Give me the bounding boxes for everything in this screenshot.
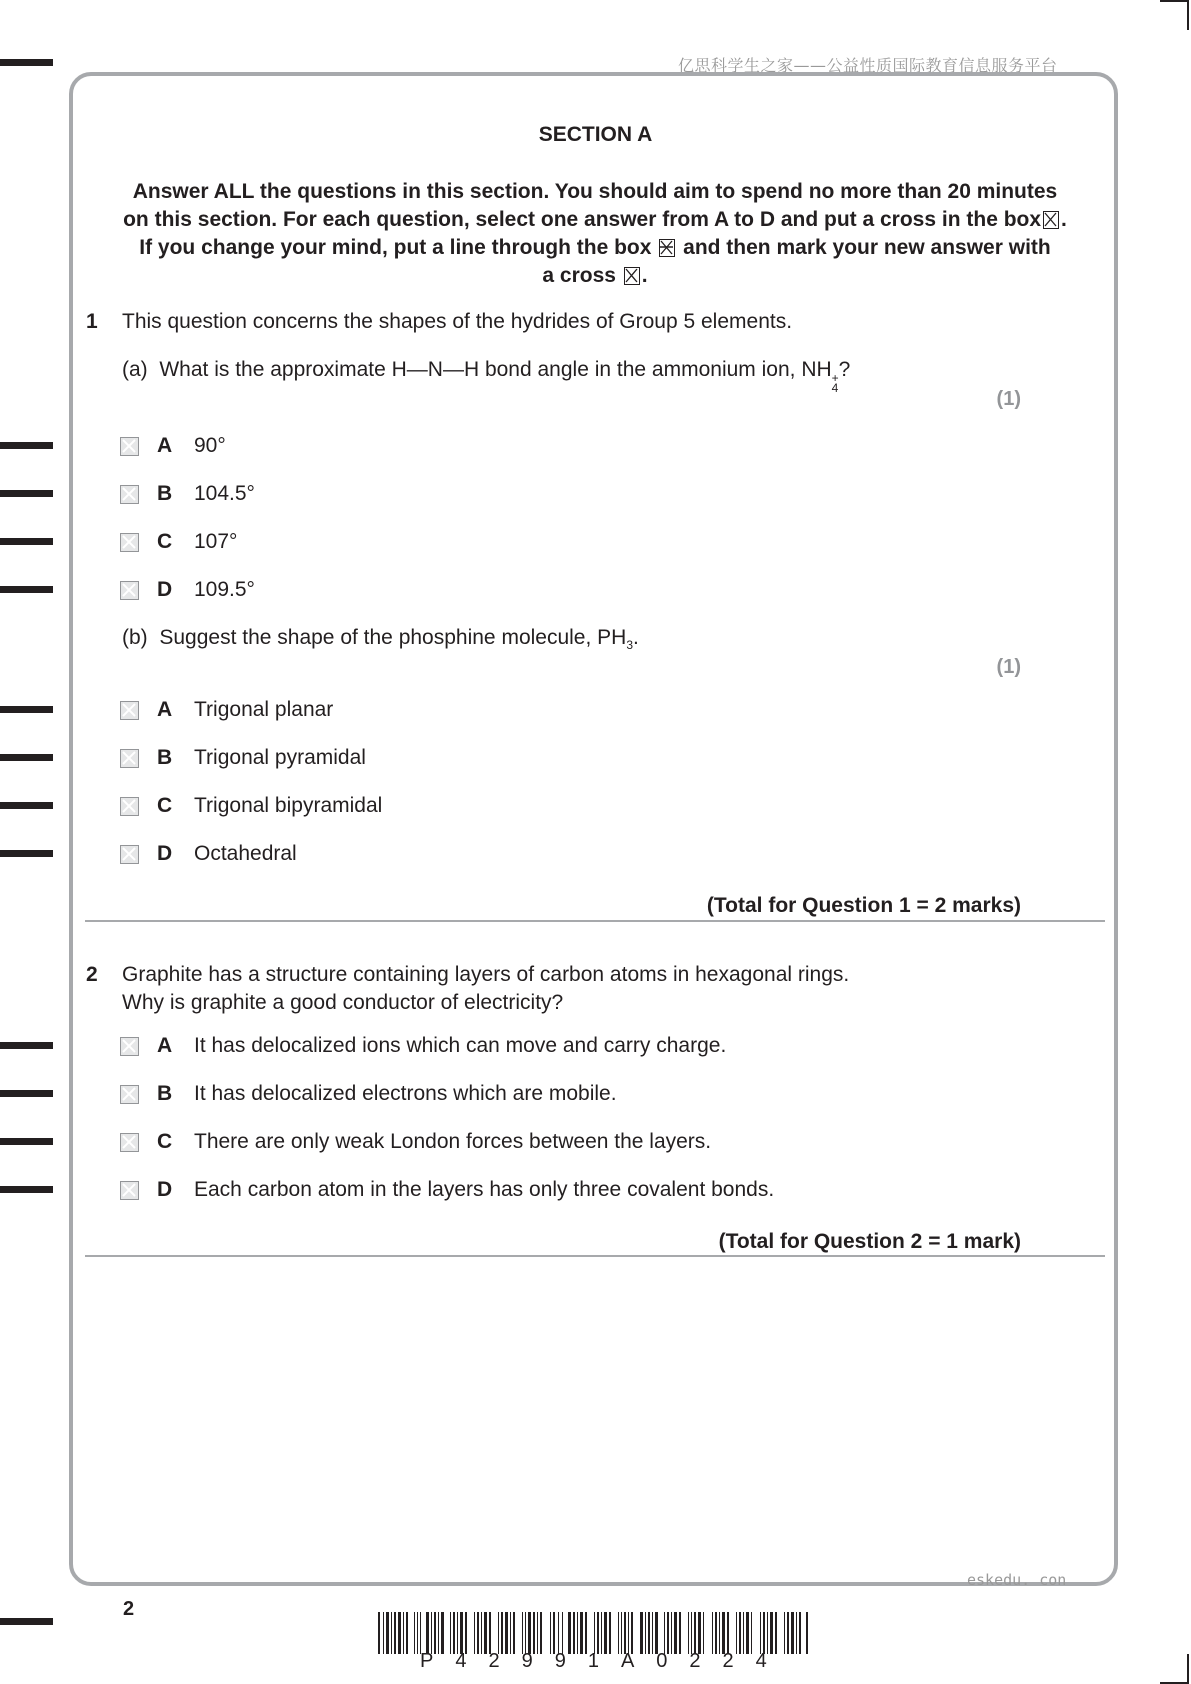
option-letter: A xyxy=(157,1034,173,1057)
answer-option[interactable] xyxy=(120,698,333,722)
timing-mark xyxy=(0,802,53,809)
option-letter: A xyxy=(157,434,173,457)
timing-mark xyxy=(0,850,53,857)
instruction-line: If you change your mind, put a line through the box xyxy=(139,236,652,259)
question-part-b: (b) Suggest the shape of the phosphine molecule, $PH_3$. xyxy=(122,626,639,653)
option-text: Trigonal pyramidal xyxy=(194,746,366,769)
page-frame xyxy=(69,72,1118,1586)
question-stem: Graphite has a structure containing layers of carbon atoms in hexagonal rings. Why is graphite a good conductor of electricity? xyxy=(122,963,850,1014)
option-letter: C xyxy=(157,530,173,553)
option-letter: D xyxy=(157,578,173,601)
timing-mark xyxy=(0,59,53,66)
answer-checkbox[interactable] xyxy=(120,845,139,864)
timing-mark xyxy=(0,442,53,449)
divider xyxy=(85,920,1105,922)
answer-checkbox[interactable] xyxy=(120,1037,139,1056)
answer-option[interactable] xyxy=(120,1130,711,1154)
option-letter: B xyxy=(157,746,173,769)
option-letter: A xyxy=(157,698,173,721)
struck-crossed-box-icon xyxy=(659,239,675,257)
crop-mark xyxy=(1187,0,1189,30)
answer-option[interactable] xyxy=(120,1034,726,1058)
answer-checkbox[interactable] xyxy=(120,1133,139,1152)
answer-option[interactable] xyxy=(120,794,382,818)
timing-mark xyxy=(0,538,53,545)
timing-mark xyxy=(0,754,53,761)
question-stem: This question concerns the shapes of the hydrides of Group 5 elements. xyxy=(122,310,793,333)
option-text: Each carbon atom in the layers has only three covalent bonds. xyxy=(194,1178,775,1201)
answer-option[interactable] xyxy=(120,482,255,506)
option-text: 104.5° xyxy=(194,482,255,505)
watermark-footer: eskedu. con xyxy=(967,1571,1067,1589)
crossed-box-icon xyxy=(1043,211,1059,229)
timing-mark xyxy=(0,706,53,713)
marks-label: (1) xyxy=(996,656,1021,678)
option-letter: C xyxy=(157,1130,173,1153)
answer-checkbox[interactable] xyxy=(120,581,139,600)
timing-mark xyxy=(0,490,53,497)
option-text: 90° xyxy=(194,434,226,457)
watermark-header: 亿思科学生之家——公益性质国际教育信息服务平台 xyxy=(678,56,1058,75)
answer-checkbox[interactable] xyxy=(120,749,139,768)
answer-option[interactable] xyxy=(120,530,237,554)
answer-checkbox[interactable] xyxy=(120,485,139,504)
option-text: Trigonal planar xyxy=(194,698,334,721)
option-text: There are only weak London forces between the layers. xyxy=(194,1130,712,1153)
answer-checkbox[interactable] xyxy=(120,1181,139,1200)
crossed-box-icon xyxy=(624,267,640,285)
timing-mark xyxy=(0,1138,53,1145)
answer-option[interactable] xyxy=(120,746,366,770)
timing-mark xyxy=(0,1186,53,1193)
option-text: It has delocalized ions which can move and carry charge. xyxy=(194,1034,727,1057)
option-letter: D xyxy=(157,842,173,865)
page-number: 2 xyxy=(123,1598,135,1620)
answer-checkbox[interactable] xyxy=(120,701,139,720)
crop-mark xyxy=(1187,1654,1189,1684)
answer-option[interactable] xyxy=(120,842,297,866)
barcode-number: P42991A0224 xyxy=(420,1650,789,1672)
barcode xyxy=(378,1612,810,1654)
question-number: 1 xyxy=(86,310,98,333)
answer-option[interactable] xyxy=(120,1082,617,1106)
option-letter: B xyxy=(157,482,173,505)
question-total: (Total for Question 2 = 1 mark) xyxy=(718,1230,1021,1253)
question-total: (Total for Question 1 = 2 marks) xyxy=(706,894,1021,917)
answer-checkbox[interactable] xyxy=(120,797,139,816)
option-letter: D xyxy=(157,1178,173,1201)
answer-option[interactable] xyxy=(120,578,255,602)
divider xyxy=(85,1255,1105,1257)
answer-option[interactable] xyxy=(120,1178,774,1202)
option-text: 107° xyxy=(194,530,238,553)
section-instructions: Answer ALL the questions in this section. You should aim to spend no more than 20 minutes on this section. For each question, select one answer from A to D and put a cross in the box . If you change your mind, put a line through the box and then mark your new answer with a cross . xyxy=(123,180,1067,287)
question-number: 2 xyxy=(86,963,98,986)
option-letter: C xyxy=(157,794,173,817)
option-text: 109.5° xyxy=(194,578,255,601)
instruction-line: a cross xyxy=(542,264,616,287)
marks-label: (1) xyxy=(996,388,1021,410)
answer-checkbox[interactable] xyxy=(120,1085,139,1104)
timing-mark xyxy=(0,586,53,593)
option-text: It has delocalized electrons which are mobile. xyxy=(194,1082,617,1105)
timing-mark xyxy=(0,1090,53,1097)
option-text: Octahedral xyxy=(194,842,297,865)
option-letter: B xyxy=(157,1082,173,1105)
answer-checkbox[interactable] xyxy=(120,533,139,552)
option-text: Trigonal bipyramidal xyxy=(194,794,383,817)
instruction-line: on this section. For each question, select one answer from A to D and put a cross in the box xyxy=(123,208,1042,231)
timing-mark xyxy=(0,1618,53,1625)
question-part-a: (a) What is the approximate H—N—H bond angle in the ammonium ion, NH + 4 ? xyxy=(122,358,851,395)
answer-checkbox[interactable] xyxy=(120,437,139,456)
timing-mark xyxy=(0,1042,53,1049)
crop-mark xyxy=(1160,0,1188,2)
instruction-line: Answer ALL the questions in this section. You should aim to spend no more than 20 minutes xyxy=(132,180,1058,203)
answer-option[interactable] xyxy=(120,434,226,458)
section-title: SECTION A xyxy=(538,123,653,146)
